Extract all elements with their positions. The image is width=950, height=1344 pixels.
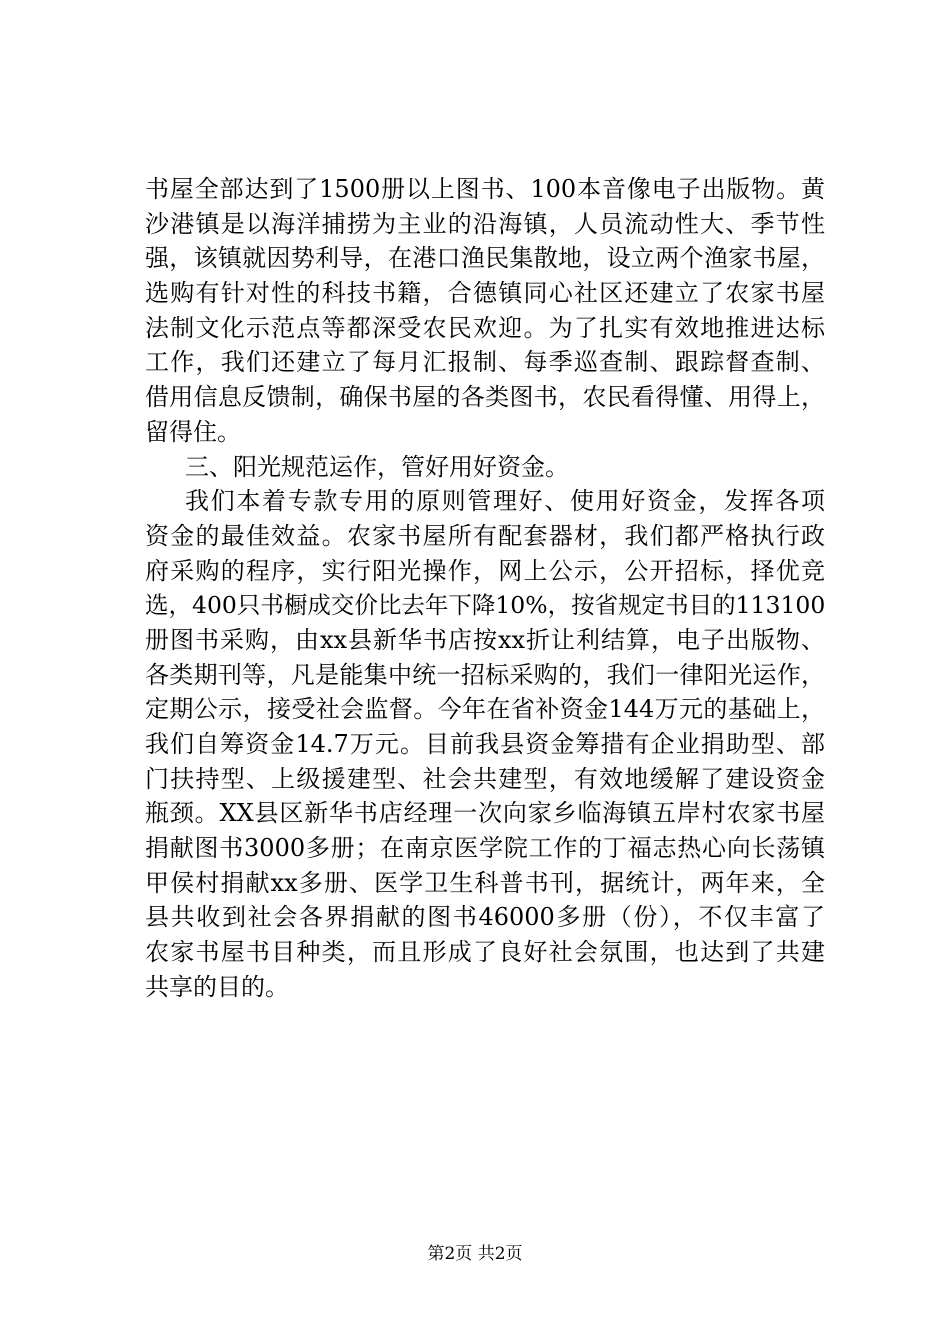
text-line: 农家书屋书目种类，而且形成了良好社会氛围，也达到了共建 [145, 938, 825, 967]
text-line: 共享的目的。 [145, 972, 289, 1001]
text-line: 瓶颈。XX县区新华书店经理一次向家乡临海镇五岸村农家书屋 [145, 799, 825, 828]
text-line: 工作，我们还建立了每月汇报制、每季巡查制、跟踪督查制、 [145, 348, 825, 377]
body-text [145, 172, 825, 1005]
text-line: 府采购的程序，实行阳光操作，网上公示，公开招标，择优竞 [145, 556, 825, 585]
text-line: 强，该镇就因势利导，在港口渔民集散地，设立两个渔家书屋， [145, 244, 825, 273]
text-line: 选，400只书橱成交价比去年下降10%，按省规定书目的113100 [145, 591, 826, 620]
text-line: 沙港镇是以海洋捕捞为主业的沿海镇，人员流动性大、季节性 [145, 209, 825, 238]
section-heading: 三、阳光规范运作，管好用好资金。 [185, 452, 569, 481]
text-line: 借用信息反馈制，确保书屋的各类图书，农民看得懂、用得上， [145, 383, 825, 412]
text-line: 甲侯村捐献xx多册、医学卫生科普书刊，据统计，两年来，全 [145, 868, 825, 897]
text-line: 法制文化示范点等都深受农民欢迎。为了扎实有效地推进达标 [145, 313, 825, 342]
text-line: 书屋全部达到了1500册以上图书、100本音像电子出版物。黄 [145, 175, 825, 203]
text-line: 资金的最佳效益。农家书屋所有配套器材，我们都严格执行政 [145, 521, 825, 550]
text-line: 留得住。 [145, 417, 241, 446]
text-line: 各类期刊等，凡是能集中统一招标采购的，我们一律阳光运作， [145, 660, 825, 689]
text-line: 选购有针对性的科技书籍，合德镇同心社区还建立了农家书屋 [145, 279, 825, 308]
text-line: 门扶持型、上级援建型、社会共建型，有效地缓解了建设资金 [145, 764, 825, 793]
text-line: 我们本着专款专用的原则管理好、使用好资金，发挥各项 [185, 487, 825, 516]
text-line: 捐献图书3000多册；在南京医学院工作的丁福志热心向长荡镇 [145, 834, 825, 863]
text-line: 定期公示，接受社会监督。今年在省补资金144万元的基础上， [145, 695, 825, 724]
text-line: 册图书采购，由xx县新华书店按xx折让利结算，电子出版物、 [145, 625, 825, 654]
text-line: 我们自筹资金14.7万元。目前我县资金筹措有企业捐助型、部 [145, 730, 825, 758]
text-line: 县共收到社会各界捐献的图书46000多册（份），不仅丰富了 [145, 903, 825, 932]
page-number: 第2页 共2页 [427, 1244, 523, 1264]
